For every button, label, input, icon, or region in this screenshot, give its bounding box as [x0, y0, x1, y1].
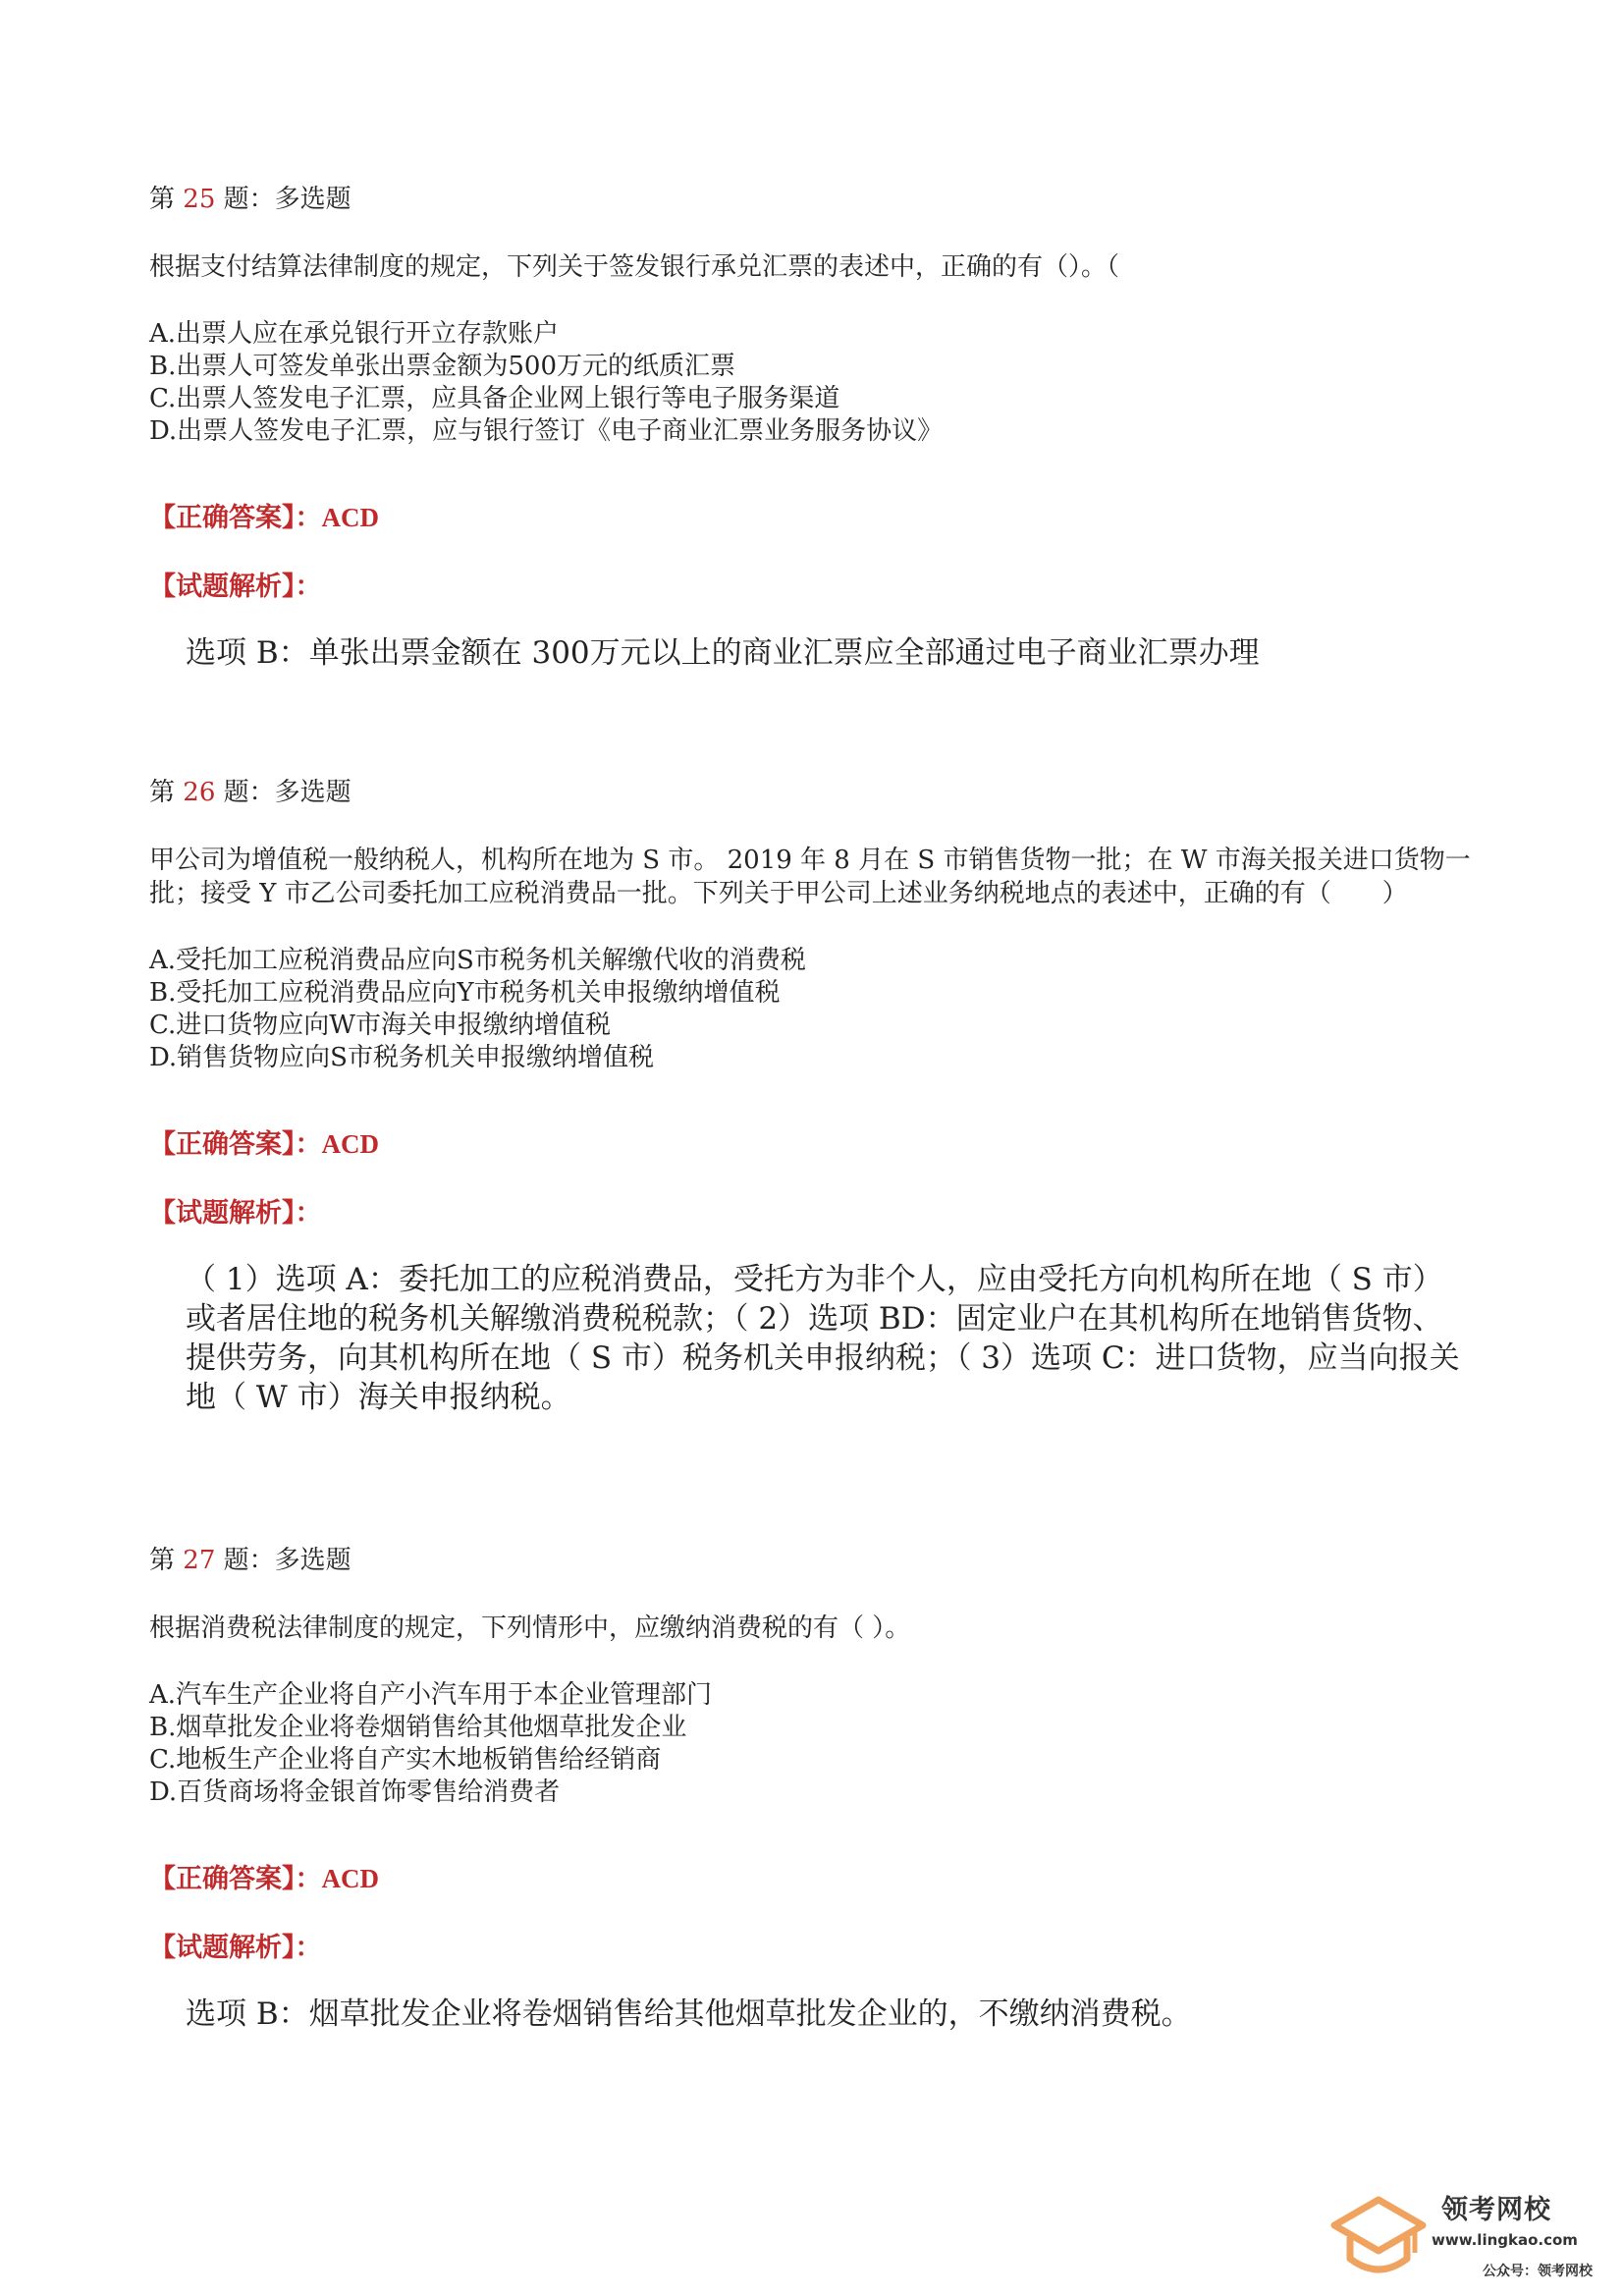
option-list	[149, 1679, 1485, 1809]
option-c: C.进口货物应向W市海关申报缴纳增值税	[149, 1011, 611, 1040]
option-d: D.销售货物应向S市税务机关申报缴纳增值税	[149, 1043, 654, 1072]
brand-wechat: 公众号：领考网校	[1483, 2264, 1593, 2279]
brand-name: 领考网校	[1441, 2195, 1551, 2225]
option-list	[149, 945, 1485, 1074]
question-header	[149, 183, 1485, 216]
question-type: 题：多选题	[223, 1546, 352, 1575]
option-b: B.受托加工应税消费品应向Y市税务机关申报缴纳增值税	[149, 978, 781, 1008]
answer-value: ACD	[321, 1864, 379, 1893]
answer-label: 【正确答案】：	[149, 503, 322, 533]
question-prefix: 第	[149, 1546, 176, 1575]
question-27	[149, 1544, 1485, 2034]
question-prefix: 第	[149, 185, 176, 214]
answer-value: ACD	[321, 503, 379, 532]
option-a: A.受托加工应税消费品应向S市税务机关解缴代收的消费税	[149, 946, 806, 975]
analysis-label: 【试题解析】：	[149, 1198, 322, 1229]
option-d: D.出票人签发电子汇票，应与银行签订《电子商业汇票业务服务协议》	[149, 416, 944, 446]
question-stem: 甲公司为增值税一般纳税人，机构所在地为 S 市。 2019 年 8 月在 S 市销售货物一批；在 W 市海关报关进口货物一批；接受 Y 市乙公司委托加工应税消费品一批。下列关于甲公司上述业务纳税地点的表述中，正确的有（ ）	[149, 846, 1471, 908]
explanation: 选项 B：烟草批发企业将卷烟销售给其他烟草批发企业的，不缴纳消费税。	[186, 1996, 1192, 2032]
question-number: 25	[183, 185, 216, 214]
question-number: 26	[183, 778, 216, 807]
option-list	[149, 318, 1485, 448]
correct-answer	[149, 1127, 1485, 1162]
answer-label: 【正确答案】：	[149, 1864, 322, 1894]
option-a: A.出票人应在承兑银行开立存款账户	[149, 319, 560, 349]
question-number: 27	[183, 1546, 216, 1575]
option-d: D.百货商场将金银首饰零售给消费者	[149, 1777, 561, 1807]
option-b: B.出票人可签发单张出票金额为500万元的纸质汇票	[149, 352, 735, 381]
question-header	[149, 776, 1485, 809]
option-b: B.烟草批发企业将卷烟销售给其他烟草批发企业	[149, 1713, 687, 1742]
answer-value: ACD	[321, 1129, 379, 1159]
correct-answer	[149, 1862, 1485, 1896]
question-stem: 根据支付结算法律制度的规定，下列关于签发银行承兑汇票的表述中，正确的有（）。（	[149, 252, 1120, 282]
explanation: （ 1）选项 A：委托加工的应税消费品，受托方为非个人，应由受托方向机构所在地（ S 市）或者居住地的税务机关解缴消费税税款；（ 2）选项 BD：固定业户在其机构所在地销售货物、提供劳务，向其机构所在地（ S 市）税务机关申报纳税；（ 3）选项 C：进口货物，应当向报关地（ W 市）海关申报纳税。	[186, 1262, 1460, 1415]
question-type: 题：多选题	[223, 185, 352, 214]
option-c: C.地板生产企业将自产实木地板销售给经销商	[149, 1745, 662, 1775]
answer-label: 【正确答案】：	[149, 1129, 322, 1160]
brand-logo	[1330, 2188, 1596, 2286]
analysis-label: 【试题解析】：	[149, 572, 322, 602]
brand-url: www.lingkao.com	[1432, 2231, 1578, 2249]
question-type: 题：多选题	[223, 778, 352, 807]
question-26	[149, 776, 1485, 1417]
question-25	[149, 183, 1485, 673]
explanation: 选项 B：单张出票金额在 300万元以上的商业汇票应全部通过电子商业汇票办理	[186, 635, 1260, 671]
correct-answer	[149, 501, 1485, 535]
question-header	[149, 1544, 1485, 1577]
question-stem: 根据消费税法律制度的规定，下列情形中，应缴纳消费税的有（ ）。	[149, 1613, 911, 1643]
option-a: A.汽车生产企业将自产小汽车用于本企业管理部门	[149, 1680, 713, 1710]
graduation-cap-icon	[1330, 2196, 1427, 2280]
option-c: C.出票人签发电子汇票，应具备企业网上银行等电子服务渠道	[149, 384, 840, 413]
question-prefix: 第	[149, 778, 176, 807]
analysis-label: 【试题解析】：	[149, 1933, 322, 1963]
